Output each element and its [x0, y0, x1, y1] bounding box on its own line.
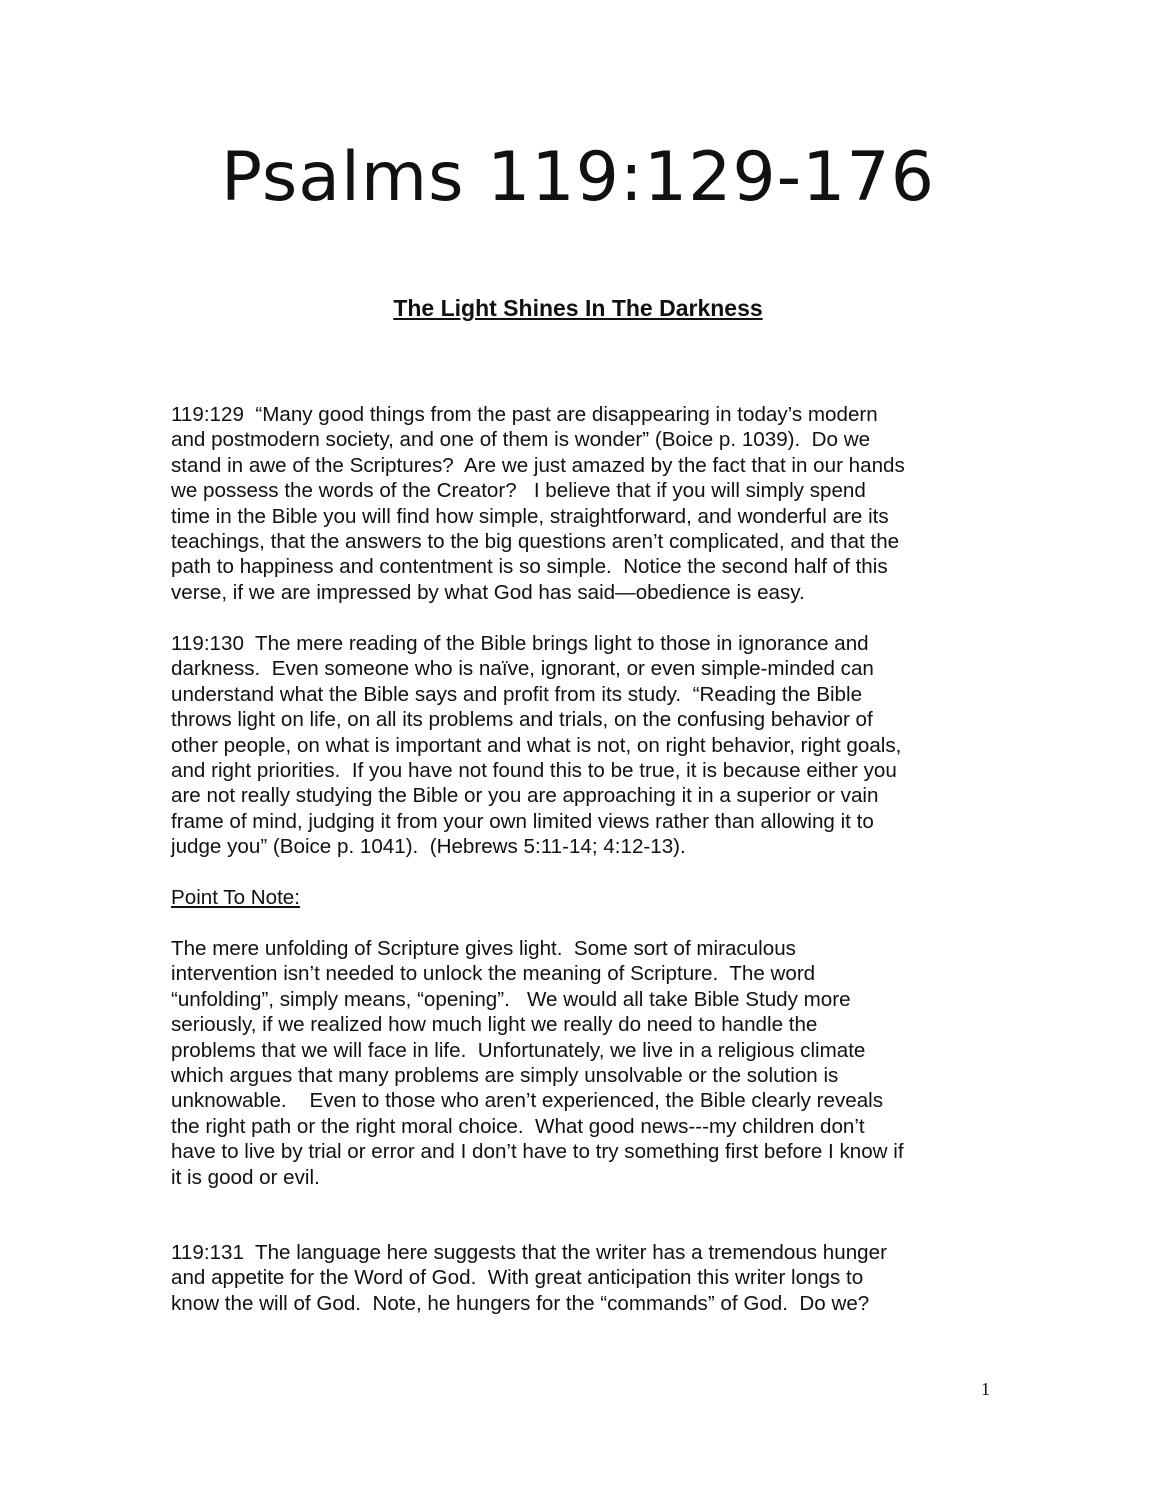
page-number: 1: [981, 1379, 990, 1399]
point-to-note-paragraph: The mere unfolding of Scripture gives light. Some sort of miraculous intervention isn’t needed to unlock the meaning of Scripture. The word “unfolding”, simply means, “opening”. We would all take Bible Study more seriously, if we realized how much light we really do need to handle the problems that we will face in life. Unfortunately, we live in a religious climate which argues that many problems are simply unsolvable or the solution is unknowable. Even to those who aren’t experienced, the Bible clearly reveals the right path or the right moral choice. What good news---my children don’t have to live by trial or error and I don’t have to try something first before I know if it is good or evil.: [171, 937, 904, 1189]
paragraph-119-130: 119:130 The mere reading of the Bible brings light to those in ignorance and darkness. Even someone who is naïve, ignorant, or even simple-minded can understand what the Bible says and profit from its study. “Reading the Bible throws light on life, on all its problems and trials, on the confusing behavior of other people, on what is important and what is not, on right behavior, right goals, and right priorities. If you have not found this to be true, it is because either you are not really studying the Bible or you are approaching it in a superior or vain frame of mind, judging it from your own limited views rather than allowing it to judge you” (Boice p. 1041). (Hebrews 5:11-14; 4:12-13).: [171, 632, 902, 859]
paragraph-119-129: 119:129 “Many good things from the past are disappearing in today’s modern and postmodern society, and one of them is wonder” (Boice p. 1039). Do we stand in awe of the Scriptures? Are we just amazed by the fact that in our hands we possess the words of the Creator? I believe that if you will simply spend time in the Bible you will find how simple, straightforward, and wonderful are its teachings, that the answers to the big questions aren’t complicated, and that the path to happiness and contentment is so simple. Notice the second half of this verse, if we are impressed by what God has said—obedience is easy.: [171, 403, 905, 604]
page-title: Psalms 119:129-176: [221, 138, 935, 217]
section-subtitle: The Light Shines In The Darkness: [393, 295, 763, 321]
point-to-note-heading: Point To Note:: [171, 886, 300, 909]
paragraph-119-131: 119:131 The language here suggests that the writer has a tremendous hunger and appetite for the Word of God. With great anticipation this writer longs to know the will of God. Note, he hungers for the “commands” of God. Do we?: [171, 1241, 887, 1315]
